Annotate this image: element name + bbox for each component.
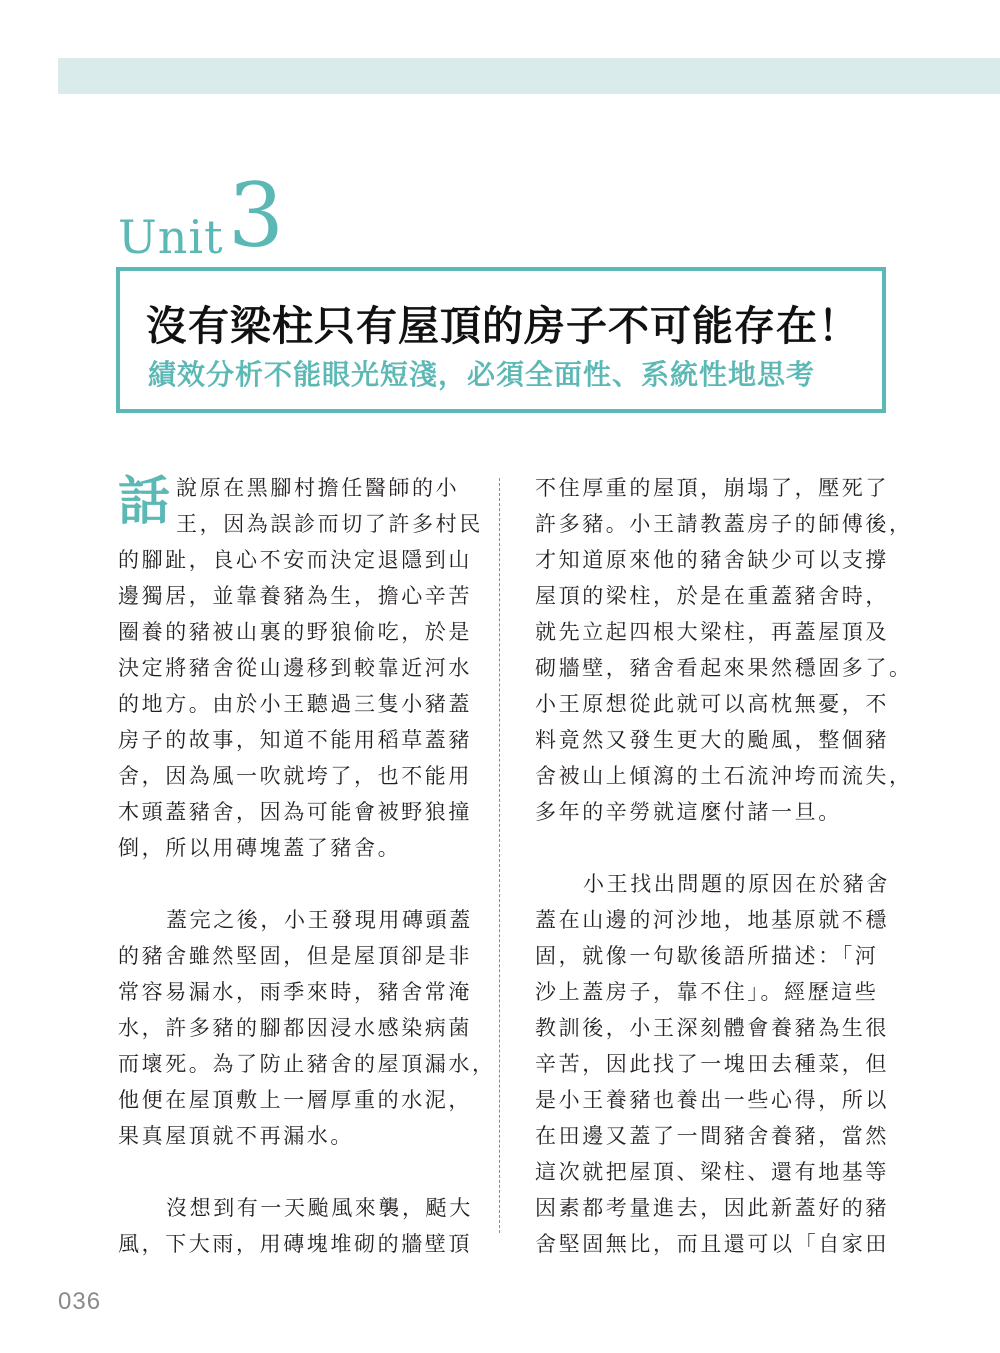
text-line: 說原在黑腳村擔任醫師的小 [176,476,460,500]
text-line: 水，許多豬的腳都因浸水感染病菌 [118,1016,472,1040]
text-line: 舍堅固無比，而且還可以「自家田 [535,1232,889,1256]
chapter-subtitle: 績效分析不能眼光短淺，必須全面性、系統性地思考 [148,358,816,391]
drop-cap: 話 [118,472,171,532]
text-line: 他便在屋頂敷上一層厚重的水泥， [118,1088,472,1112]
paragraph-gap [118,1154,468,1190]
text-line: 小王找出問題的原因在於豬舍 [583,872,890,896]
text-line: 邊獨居，並靠養豬為生，擔心辛苦 [118,584,472,608]
text-line: 是小王養豬也養出一些心得，所以 [535,1088,889,1112]
text-line: 屋頂的梁柱，於是在重蓋豬舍時， [535,584,889,608]
text-line: 教訓後，小王深刻體會養豬為生很 [535,1016,889,1040]
paragraph-gap [535,830,885,866]
text-line: 蓋完之後，小王發現用磚頭蓋 [166,908,473,932]
title-box [116,267,886,413]
body-column-left [118,470,496,1262]
text-line: 的豬舍雖然堅固，但是屋頂卻是非 [118,944,472,968]
text-line: 倒，所以用磚塊蓋了豬舍。 [118,836,402,860]
text-line: 決定將豬舍從山邊移到較靠近河水 [118,656,472,680]
text-line: 許多豬。小王請教蓋房子的師傅後， [535,512,913,536]
text-line: 辛苦，因此找了一塊田去種菜，但 [535,1052,889,1076]
text-line: 的地方。由於小王聽過三隻小豬蓋 [118,692,472,716]
text-line: 這次就把屋頂、梁柱、還有地基等 [535,1160,889,1184]
text-line: 果真屋頂就不再漏水。 [118,1124,354,1148]
text-line: 圈養的豬被山裏的野狼偷吃，於是 [118,620,472,644]
text-line: 沒想到有一天颱風來襲，颳大 [166,1196,473,1220]
text-line: 舍被山上傾瀉的土石流沖垮而流失， [535,764,913,788]
text-line: 的腳趾，良心不安而決定退隱到山 [118,548,472,572]
column-divider [499,478,500,1233]
header-band [58,58,1000,94]
text-line: 蓋在山邊的河沙地，地基原就不穩 [535,908,889,932]
text-line: 王，因為誤診而切了許多村民 [176,512,483,536]
text-line: 而壞死。為了防止豬舍的屋頂漏水， [118,1052,496,1076]
text-line: 木頭蓋豬舍，因為可能會被野狼撞 [118,800,472,824]
body-column-right [535,470,913,1262]
page-number: 036 [58,1288,102,1315]
text-line: 才知道原來他的豬舍缺少可以支撐 [535,548,889,572]
chapter-title: 沒有梁柱只有屋頂的房子不可能存在！ [146,302,860,350]
text-line: 常容易漏水，雨季來時，豬舍常淹 [118,980,472,1004]
text-line: 料竟然又發生更大的颱風，整個豬 [535,728,889,752]
text-line: 就先立起四根大梁柱，再蓋屋頂及 [535,620,889,644]
paragraph-gap [118,866,468,902]
text-line: 風，下大雨，用磚塊堆砌的牆壁頂 [118,1232,472,1256]
text-line: 固，就像一句歇後語所描述：「河 [535,944,879,968]
text-line: 房子的故事，知道不能用稻草蓋豬 [118,728,472,752]
text-line: 多年的辛勞就這麼付諸一旦。 [535,800,842,824]
text-line: 砌牆壁，豬舍看起來果然穩固多了。 [535,656,913,680]
text-line: 舍，因為風一吹就垮了，也不能用 [118,764,472,788]
text-line: 因素都考量進去，因此新蓋好的豬 [535,1196,889,1220]
unit-word: Unit [118,210,224,264]
text-line: 在田邊又蓋了一間豬舍養豬，當然 [535,1124,889,1148]
unit-number: 3 [228,164,284,267]
text-line: 不住厚重的屋頂，崩塌了，壓死了 [535,476,889,500]
text-line: 小王原想從此就可以高枕無憂，不 [535,692,889,716]
text-line: 沙上蓋房子，靠不住」。經歷這些 [535,980,879,1004]
